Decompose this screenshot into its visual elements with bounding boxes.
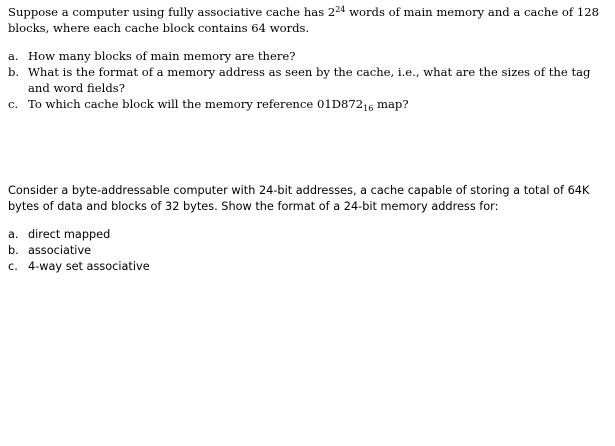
subscript: 16 <box>363 104 374 113</box>
question-1-list <box>8 48 608 112</box>
list-item <box>8 227 608 243</box>
question-2-intro: Consider a byte-addressable computer with 24-bit addresses, a cache capable of storing a total of 64K bytes of data and blocks of 32 bytes. Show the format of a 24-bit memory address for: <box>8 184 590 213</box>
list-item <box>8 259 608 275</box>
list-marker: c. <box>8 260 18 273</box>
list-item-text <box>28 96 608 112</box>
exponent: 24 <box>335 5 346 14</box>
list-item <box>8 64 608 96</box>
list-marker: a. <box>8 228 19 241</box>
list-item-text: direct mapped <box>28 228 111 241</box>
question-1 <box>8 4 608 112</box>
question-2-list <box>8 227 608 275</box>
intro-text-start: Suppose a computer using fully associative cache has 2 <box>8 5 336 19</box>
list-item-text: What is the format of a memory address as seen by the cache, i.e., what are the sizes of the tag and word fields? <box>28 65 591 95</box>
list-marker: b. <box>8 65 20 79</box>
question-1-intro <box>8 4 608 36</box>
list-item-text: How many blocks of main memory are there? <box>28 49 296 63</box>
item-text-end: map? <box>373 97 409 111</box>
item-text-start: To which cache block will the memory reference 01D872 <box>28 97 364 111</box>
list-item <box>8 243 608 259</box>
list-item-text: 4-way set associative <box>28 260 150 273</box>
list-marker: c. <box>8 97 19 111</box>
list-item <box>8 48 608 64</box>
list-marker: b. <box>8 244 19 257</box>
question-2 <box>8 183 608 275</box>
list-item <box>8 96 608 112</box>
list-marker: a. <box>8 49 19 63</box>
list-item-text: associative <box>28 244 92 257</box>
intro-text-end: words of main memory and a cache of 128 blocks, where each cache block contains 64 words. <box>8 5 600 35</box>
